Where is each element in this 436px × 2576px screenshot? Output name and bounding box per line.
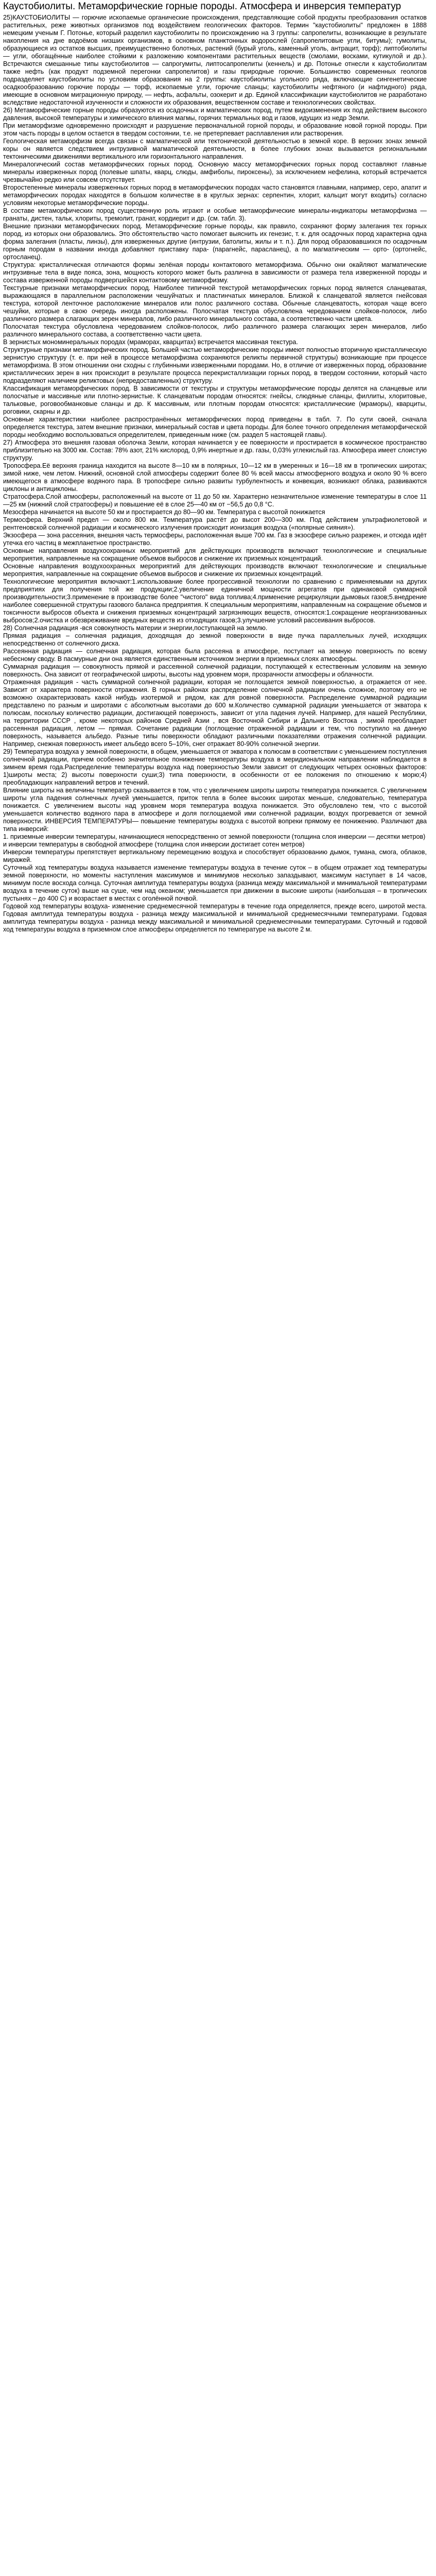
paragraph: Технологические мероприятия включают:1.использование более прогрессивной технологии по сравнению с применяемыми на других предприятиях для получения той же продукции;2.увеличение единичной мощности агрегатов при одинаковой суммарной производительности;3.применение в производстве более "чистого" вида топлива;4.применение рециркуляции дымовых газов;5.внедрение наиболее совершенной структуры газового баланса предприятия. К специальным мероприятиям, направленным на сокращение объемов и токсичности выбросов объекта и снижения приземных концентраций загрязняющих веществ, относятся:1.сокращение неорганизованных выбросов;2.очистка и обезвреживание вредных веществ из отходящих газов;3.улучшение условий рассеивания выбросов. <box>3 578 427 624</box>
document-body <box>3 14 427 934</box>
paragraph: При метаморфизме одновременно происходят и разрушение первоначальной горной породы, и образование новой горной породы. При этом часть породы в целом остается в твердом состоянии, т.е. не претерпевает расплавления или растворения. <box>3 122 427 137</box>
paragraph: В составе метаморфических пород существенную роль играют и особые метаморфические минералы-индикаторы метаморфизма — гранаты, дистен, тальк, хлориты, тремолит, гранат, кордиерит и др. (см. табл. 3). <box>3 207 427 222</box>
paragraph: Основные направления воздухоохранных мероприятий для действующих производств включают технологические и специальные мероприятия, направленные на сокращение объемов выбросов и снижение их приземных концентраций. <box>3 563 427 578</box>
paragraph: Суммарная радиация — совокупность прямой и рассеянной солнечной радиации, поступающей к естественным условиям на земную поверхность. Она зависит от географической широты, высоты над уровнем моря, прозрачности атмосферы и облачности. <box>3 663 427 678</box>
paragraph: Годовой ход температуры воздуха- изменение среднемесячной температуры в течение года определяется, прежде всего, широтой места. Годовая амплитуда температуры воздуха - разница между максимальной и минимальной среднемесячными температурами. Годовая амплитуда температуры воздуха - разница между максимальной и минимальной среднемесячными температурами. Суточный и годовой ход температуры воздуха в приземном слое атмосферы определяется по температуре на высоте 2 м. <box>3 903 427 933</box>
paragraph: Тропосфера.Её верхняя граница находится на высоте 8—10 км в полярных, 10—12 км в умеренных и 16—18 км в тропических широтах; зимой ниже, чем летом. Нижний, основной слой атмосферы содержит более 80 % всей массы атмосферного воздуха и около 90 % всего имеющегося в атмосфере водяного пара. В тропосфере сильно развиты турбулентность и конвекция, возникают облака, развиваются циклоны и антициклоны. <box>3 462 427 493</box>
paragraph: Второстепенные минералы изверженных горных пород в метаморфических породах часто становятся главными, например, серо, апатит и метаморфических породах находятся в большом количестве в в круглых зернах: серпентин, хлорит, кальцит могут входить) согласно условиям некоторые метаморфические породы. <box>3 184 427 207</box>
paragraph: Прямая радиация – солнечная радиация, доходящая до земной поверхности в виде пучка параллельных лучей, исходящих непосредственно от солнечного диска. <box>3 632 427 647</box>
document-page <box>0 0 430 937</box>
page-title: Каустобиолиты. Метаморфические горные породы. Атмосфера и инверсия температур <box>3 1 402 12</box>
paragraph: Текстурные признаки метаморфических пород. Наиболее типичной текстурой метаморфических горных пород является сланцеватая, выражающаяся в параллельном расположении чешуйчатых и пластинчатых минералов. Близкой к сланцеватой является гнейсовая текстура, которой ленточное расположение минералов или полос различного состава. Обычные сланцеватость, которая чаще всего чешуйки, которые в свою очередь иногда расположены. Полосчатая текстура обусловлена чередованием слойков-полосок, либо различного размера слагающих зерен минералов, либо различного минерального состава, а соответственно части цвета. <box>3 284 427 323</box>
paragraph: и инверсии температуры в свободной атмосфере (толщина слоя инверсии достигает сотен метров) <box>3 841 305 848</box>
paragraph: Основные характеристики наиболее распространённых метаморфических пород приведены в табл. 7. По сути своей, сначала определяется текстура, затем внешние признаки, минеральный состав и цвета породы. Для более точного определения метаморфической породы необходимо воспользоваться определителем, приведенным ниже (см. раздел 5 настоящей главы). <box>3 416 427 438</box>
paragraph: Отраженная радиация - часть суммарной солнечной радиации, которая не поглощается земной поверхностью, а отражается от нее. Зависит от характера поверхности отражения. В горных районах распределение солнечной радиации очень сложное, поэтому его не возможно охарактеризовать какой нибудь изотермой и рядом, как для ровной поверхности. Распределение суммарной радиации представлено по разным и широтами с абсолютным высотами до 600 м.Количество суммарной радиации уменьшается от экватора к полюсам, поскольку количество радиации, достигающей поверхность, зависит от угла падения лучей. Например, для нашей Республики, на территории СССР , кроме некоторых районов Средней Азии , вся Восточной Сибири и Дальнего Востока , зимой преобладает рассеянная радиация, летом — прямая. Сочетание радиации (поглощение отраженной радиации и тем, что поступило на данную поверхность, называется альбедо. Разные типы поверхности обладают различными показателями отражения солнечной радиации. Например, снежная поверхность имеет альбедо всего 5–10%, снег отражает 80-90% солнечной энергии. <box>3 679 427 748</box>
paragraph: 1. приземные инверсии температуры, начинающиеся непосредственно от земной поверхности (толщина слоя инверсии — десятки метров) <box>3 833 426 840</box>
paragraph: Экзосфера — зона рассеяния, внешняя часть термосферы, расположенная выше 700 км. Газ в экзосфере сильно разрежен, и отсюда идёт утечка его частиц в межпланетное пространство. <box>3 532 427 547</box>
paragraph: 27) Атмосфера это внешняя газовая оболочка Земли, которая начинается у ее поверхности и простирается в космическое пространство приблизительно на 3000 км. Состав: 78% азот, 21% кислород, 0,9% инертные и др. газы, 0,03% углекислый газ. Атмосфера имеет слоистую структуру. <box>3 439 427 462</box>
paragraph: Стратосфера.Слой атмосферы, расположенный на высоте от 11 до 50 км. Характерно незначительное изменение температуры в слое 11—25 км (нижний слой стратосферы) и повышение её в слое 25—40 км от −56,5 до 0,8 °C. <box>3 493 427 508</box>
paragraph: Внешние признаки метаморфических пород. Метаморфические горные породы, как правило, сохраняют форму залегания тех горных пород, из которых они образовались. Это обстоятельство часто помогает выяснить их генезис, т. к. для осадочных пород характерна одна форма залегания (пласты, линзы), для изверженных другие (интрузии, батолиты, жилы и т. п.). Для пород образовавшихся по осадочным горным породам в названии иногда добавляют приставку пара- (парагнейс, парасланец), а по магматическим — орто- (ортогнейс, ортосланец). <box>3 223 427 261</box>
paragraph: Структура: кристаллическая отличаются формы зелёная породы контактового метаморфизма. Обычно они окайляют магматические интрузивные тела в виде пояса, зона, мощность которого может быть различна в зависимости от размера тела изверженной породы и состава изверженной породы подвергшейся контактовому метаморфизму. <box>3 261 427 284</box>
paragraph: 29) Температура воздуха у земной поверхности, в общем, уменьшается от экватора к полюсам в соответствии с уменьшением поступления солнечной радиации, причем особенно значительное понижение температуры воздуха в меридиональном направлении наблюдается в зимнем время года.Распределение температуры воздуха над поверхностью Земли зависит от следующих четырех основных факторов: 1)широты места; 2) высоты поверхности суши;3) типа поверхности, в особенности от ее положения по отношению к морю;4) преобладающих направлений ветров и течений. <box>3 748 427 786</box>
paragraph: Рассеянная радиация — солнечная радиация, которая была рассеяна в атмосфере, поступает на земную поверхность по всему небесному своду. В пасмурные дни она является единственным источником энергии в приземных слоях атмосферы. <box>3 648 427 663</box>
paragraph: Инверсии температуры препятствует вертикальному перемещению воздуха и способствует образованию дымок, тумана, смога, облаков, миражей. <box>3 849 427 863</box>
paragraph: Структурные признаки метаморфических пород. Большей частью метаморфические породы имеют полностью вторичную кристаллическую зернистую структуру (т. е. при ней в процессе метаморфизма сохраняются реликты первичной структуры) возникающие при процессе метаморфизма. В этом отношении они сходны с глубинными изверженными породами. Но, в отличие от изверженных пород, образование кристаллических зерен в них происходит в результате процесса перекристаллизации горных пород, в твердом состоянии, который часто подразделяют наличием реликтовых (непредоставленных) структуру. <box>3 346 427 384</box>
paragraph: Влияние широты на величины температур сказывается в том, что с увеличением широты широты температура понижается. С увеличением широты угла падения солнечных лучей уменьшается, приток тепла в более высоких широтах меньше, следовательно, температура понижается. С увеличением высоты над уровнем моря температура воздуха понижается. Это обусловлено тем, что с высотой уменьшается количество водяного пара в атмосфере и доля поглощаемой ими солнечной радиации, воздух прогревается от земной поверхности. ИНВЕРСИЯ ТЕМПЕРАТУРЫ— повышение температуры воздуха с высотой вопреки прямому ее понижению. Различают два типа инверсий: <box>3 787 427 833</box>
paragraph: Минералогический состав метаморфических горных пород. Основную массу метаморфических горных пород составляют главные минералы изверженных пород (полевые шпаты, кварц, слюды, амфиболы, пироксены), за исключением нефелина, который встречается чрезвычайно редко или совсем отсутствует. <box>3 161 427 183</box>
paragraph: 26) Метаморфические горные породы образуются из осадочных и магматических пород, путем видоизменения их под действием высокого давления, высокой температуры и химического влияния магмы, горячих термальных вод и газов, идущих из недр Земли. <box>3 107 427 122</box>
paragraph: Классификация метаморфических пород. В зависимости от текстуры и структуры метаморфические породы делятся на сланцевые или полосчатые и массивные или плотно-зернистые. К сланцеватым породам относятся: гнейсы, слюдяные сланцы, филлиты, хлоритовые, тальковые, роговообманковые сланцы и др. К массивным, или плотным породам относятся: кристаллические (мраморы), кварциты, роговики, скарны и др. <box>3 385 427 415</box>
paragraph: Термосфера. Верхний предел — около 800 км. Температура растёт до высот 200—300 км. Под действием ультрафиолетовой и рентгеновской солнечной радиации и космического излучения происходит ионизация воздуха («полярные сияния»). <box>3 516 427 531</box>
paragraph: В зернистых мономинеральных породах (мраморах, кварцитах) встречается массивная текстура. <box>3 338 298 346</box>
paragraph: Суточный ход температуры воздуха называется изменение температуры воздуха в течение суток – в общем отражает ход температуры земной поверхности, но моменты наступления максимумов и минимумов несколько запаздывают, максимум наступает в 14 часов, минимум после восхода солнца. Суточная амплитуда температуры воздуха (разница между максимальной и минимальной температурами воздуха в течение суток) выше на суше, чем над океаном; уменьшается при движении в высокие широты (наибольшая – в тропических пустынях – до 400 C) и возрастает в местах с оголённой почвой. <box>3 864 427 902</box>
paragraph: 25)КАУСТОБИОЛИТЫ — горючие ископаемые органические происхождения, представляющие собой продукты преобразования остатков растительных, реже животных организмов под воздействием геологических факторов. Термин "каустобиолиты" предложен в 1888 немецким ученым Г. Потонье, который разделил каустобиолиты по происхождению на 3 группы: сапропелиты, возникающие в результате накопления на дне водоёмов низших организмов, в основном планктонных водорослей (сапропелитовые угли, битумы); гумолиты, образующиеся из остатков высших, преимущественно болотных, растений (бурый уголь, каменный уголь, антрацит, торф); липтобиолиты — угли, обогащённые наиболее стойкими к разложению компонентами растительных веществ (смолами, восками, кутикулой и др.). Встречаются смешанные типы каустобиолитов — сапрогумиты, липтосапропелиты (кеннель) и др. Потонье отнесли к каустобиолитам также нефть (как продукт подземной перегонки сапропелитов) и газы природные горючие. Большинство современных геологов подразделяет каустобиолиты по условиям образования на 2 группы: каустобиолиты угольного ряда, включающие сингенетические осадкообразованию горючие породы — торф, ископаемые угли, горючие сланцы; каустобиолиты нефтяного (и нафтидного) ряда, имеющие в основном миграционную природу, — нефть, асфальты, озокерит и др. Единой классификации каустобиолитов не разработано вследствие недостаточной изученности и сложности их образования, вещественном составе и технологических свойствах. <box>3 14 427 106</box>
paragraph: Основные направления воздухоохранных мероприятий для действующих производств включают технологические и специальные мероприятия, направленные на сокращение объемов выбросов и снижение их приземных концентраций. <box>3 547 427 562</box>
paragraph: Полосчатая текстура обусловлена чередованием слойков-полосок, либо различного размера слагающих зерен минералов, либо различного минерального состава, а соответственно части цвета. <box>3 323 427 338</box>
paragraph: Мезосфера начинается на высоте 50 км и простирается до 80—90 км. Температура с высотой понижается <box>3 509 325 516</box>
paragraph: 28) Солнечная радиация -вся совокупность материи и энергии,поступающей на землю. <box>3 624 268 632</box>
paragraph: Геологическая метаморфизм всегда связан с магматической или тектонической деятельностью в земной коре. В верхних зонах земной коры он является следствием интрузивной магматической деятельности, в более глубоких зонах вызывается региональными тектоническими движениями вертикального или горизонтального направления. <box>3 138 427 160</box>
